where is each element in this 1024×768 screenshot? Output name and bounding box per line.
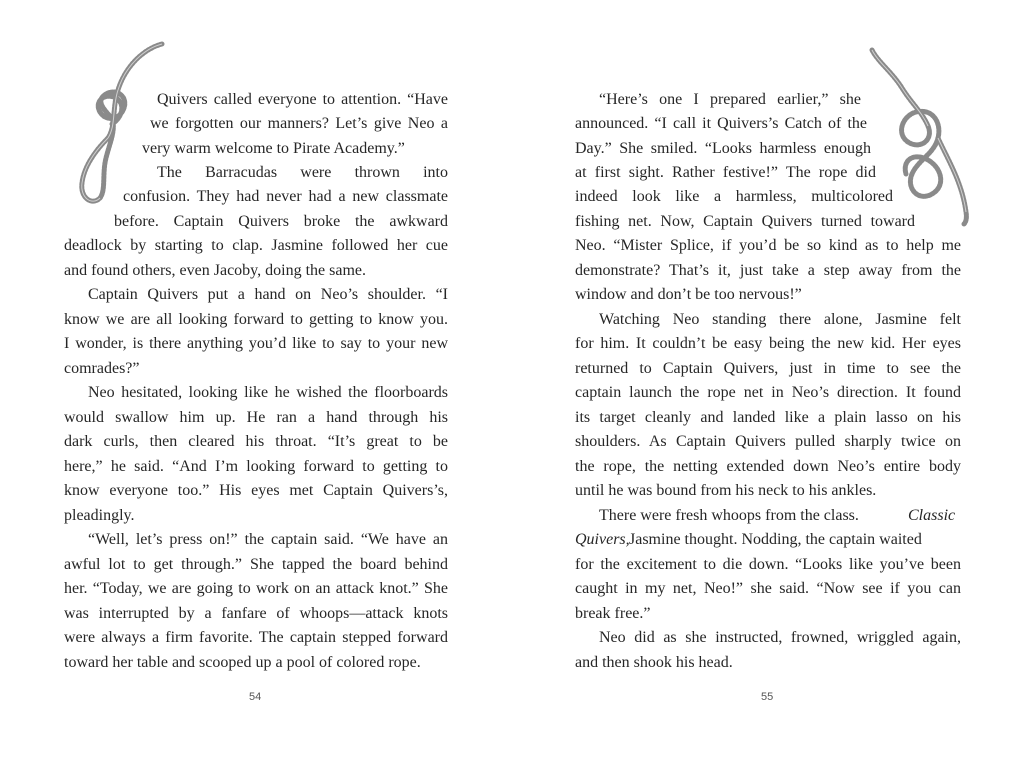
text-line: until he was bound from his neck to his ankles. — [575, 482, 877, 499]
text-line: for the excitement to die down. “Looks like you’ve been — [575, 556, 961, 573]
text-line: captain launch the rope net in Neo’s direction. It found — [575, 384, 961, 401]
text-line: window and don’t be too nervous!” — [575, 286, 802, 303]
text-line: “Well, let’s press on!” the captain said. “We have an — [88, 531, 448, 548]
text-line: its target cleanly and landed like a plain lasso on his — [575, 409, 961, 426]
text-line: returned to Captain Quivers, just in time to see the — [575, 360, 961, 377]
text-line: break free.” — [575, 605, 651, 622]
text-line: “Here’s one I prepared earlier,” she — [599, 91, 861, 108]
text-line: we forgotten our manners? Let’s give Neo a — [150, 115, 448, 132]
text-line: confusion. They had never had a new classmate — [123, 188, 448, 205]
text-line: know everyone too.” His eyes met Captain Quivers’s, — [64, 482, 448, 499]
text-line: deadlock by starting to clap. Jasmine followed her cue — [64, 237, 448, 254]
page-number: 55 — [761, 691, 774, 703]
text-line-italic: Quivers, — [575, 531, 630, 548]
text-line: I wonder, is there anything you’d like to say to your new — [64, 335, 448, 352]
text-line: indeed look like a harmless, multicolored — [575, 188, 893, 205]
text-line: toward her table and scooped up a pool of colored rope. — [64, 654, 421, 671]
text-line: The Barracudas were thrown into — [157, 164, 448, 181]
text-line: fishing net. Now, Captain Quivers turned toward — [575, 213, 915, 230]
text-line: demonstrate? That’s it, just take a step away from the — [575, 262, 961, 279]
text-line: Day.” She smiled. “Looks harmless enough — [575, 140, 871, 157]
text-line: her. “Today, we are going to work on an attack knot.” She — [64, 580, 448, 597]
text-line: before. Captain Quivers broke the awkward — [114, 213, 448, 230]
text-line: Jasmine thought. Nodding, the captain waited — [629, 531, 922, 548]
text-line: know we are all looking forward to getting to know you. — [64, 311, 448, 328]
page-number: 54 — [249, 691, 262, 703]
text-line: and found others, even Jacoby, doing the same. — [64, 262, 366, 279]
text-line: dark curls, then cleared his throat. “It’s great to be — [64, 433, 448, 450]
text-line: very warm welcome to Pirate Academy.” — [142, 140, 405, 157]
text-line: Captain Quivers put a hand on Neo’s shoulder. “I — [88, 286, 448, 303]
text-line: and then shook his head. — [575, 654, 733, 671]
text-line: at first sight. Rather festive!” The rope did — [575, 164, 876, 181]
text-line: Quivers called everyone to attention. “Have — [157, 91, 448, 108]
text-line: pleadingly. — [64, 507, 135, 524]
text-line: Watching Neo standing there alone, Jasmine felt — [599, 311, 961, 328]
text-line: Neo hesitated, looking like he wished the floorboards — [88, 384, 448, 401]
text-line: There were fresh whoops from the class. — [599, 507, 859, 524]
text-line: caught in my net, Neo!” she said. “Now see if you can — [575, 580, 961, 597]
text-line: would swallow him up. He ran a hand through his — [64, 409, 448, 426]
text-line: Neo did as she instructed, frowned, wriggled again, — [599, 629, 961, 646]
text-line-italic: Classic — [908, 507, 956, 524]
text-line: shoulders. As Captain Quivers pulled sharply twice on — [575, 433, 961, 450]
text-line: Neo. “Mister Splice, if you’d be so kind as to help me — [575, 237, 961, 254]
text-line: awful lot to get through.” She tapped the board behind — [64, 556, 448, 573]
text-line: announced. “I call it Quivers’s Catch of the — [575, 115, 867, 132]
text-line: for him. It couldn’t be easy being the new kid. Her eyes — [575, 335, 961, 352]
text-line: the rope, the netting extended down Neo’s entire body — [575, 458, 961, 475]
right-page — [512, 0, 1024, 768]
text-line: here,” he said. “And I’m looking forward to getting to — [64, 458, 448, 475]
text-line: comrades?” — [64, 360, 140, 377]
text-line: was interrupted by a fanfare of whoops—attack knots — [64, 605, 448, 622]
text-line: were always a firm favorite. The captain stepped forward — [64, 629, 448, 646]
